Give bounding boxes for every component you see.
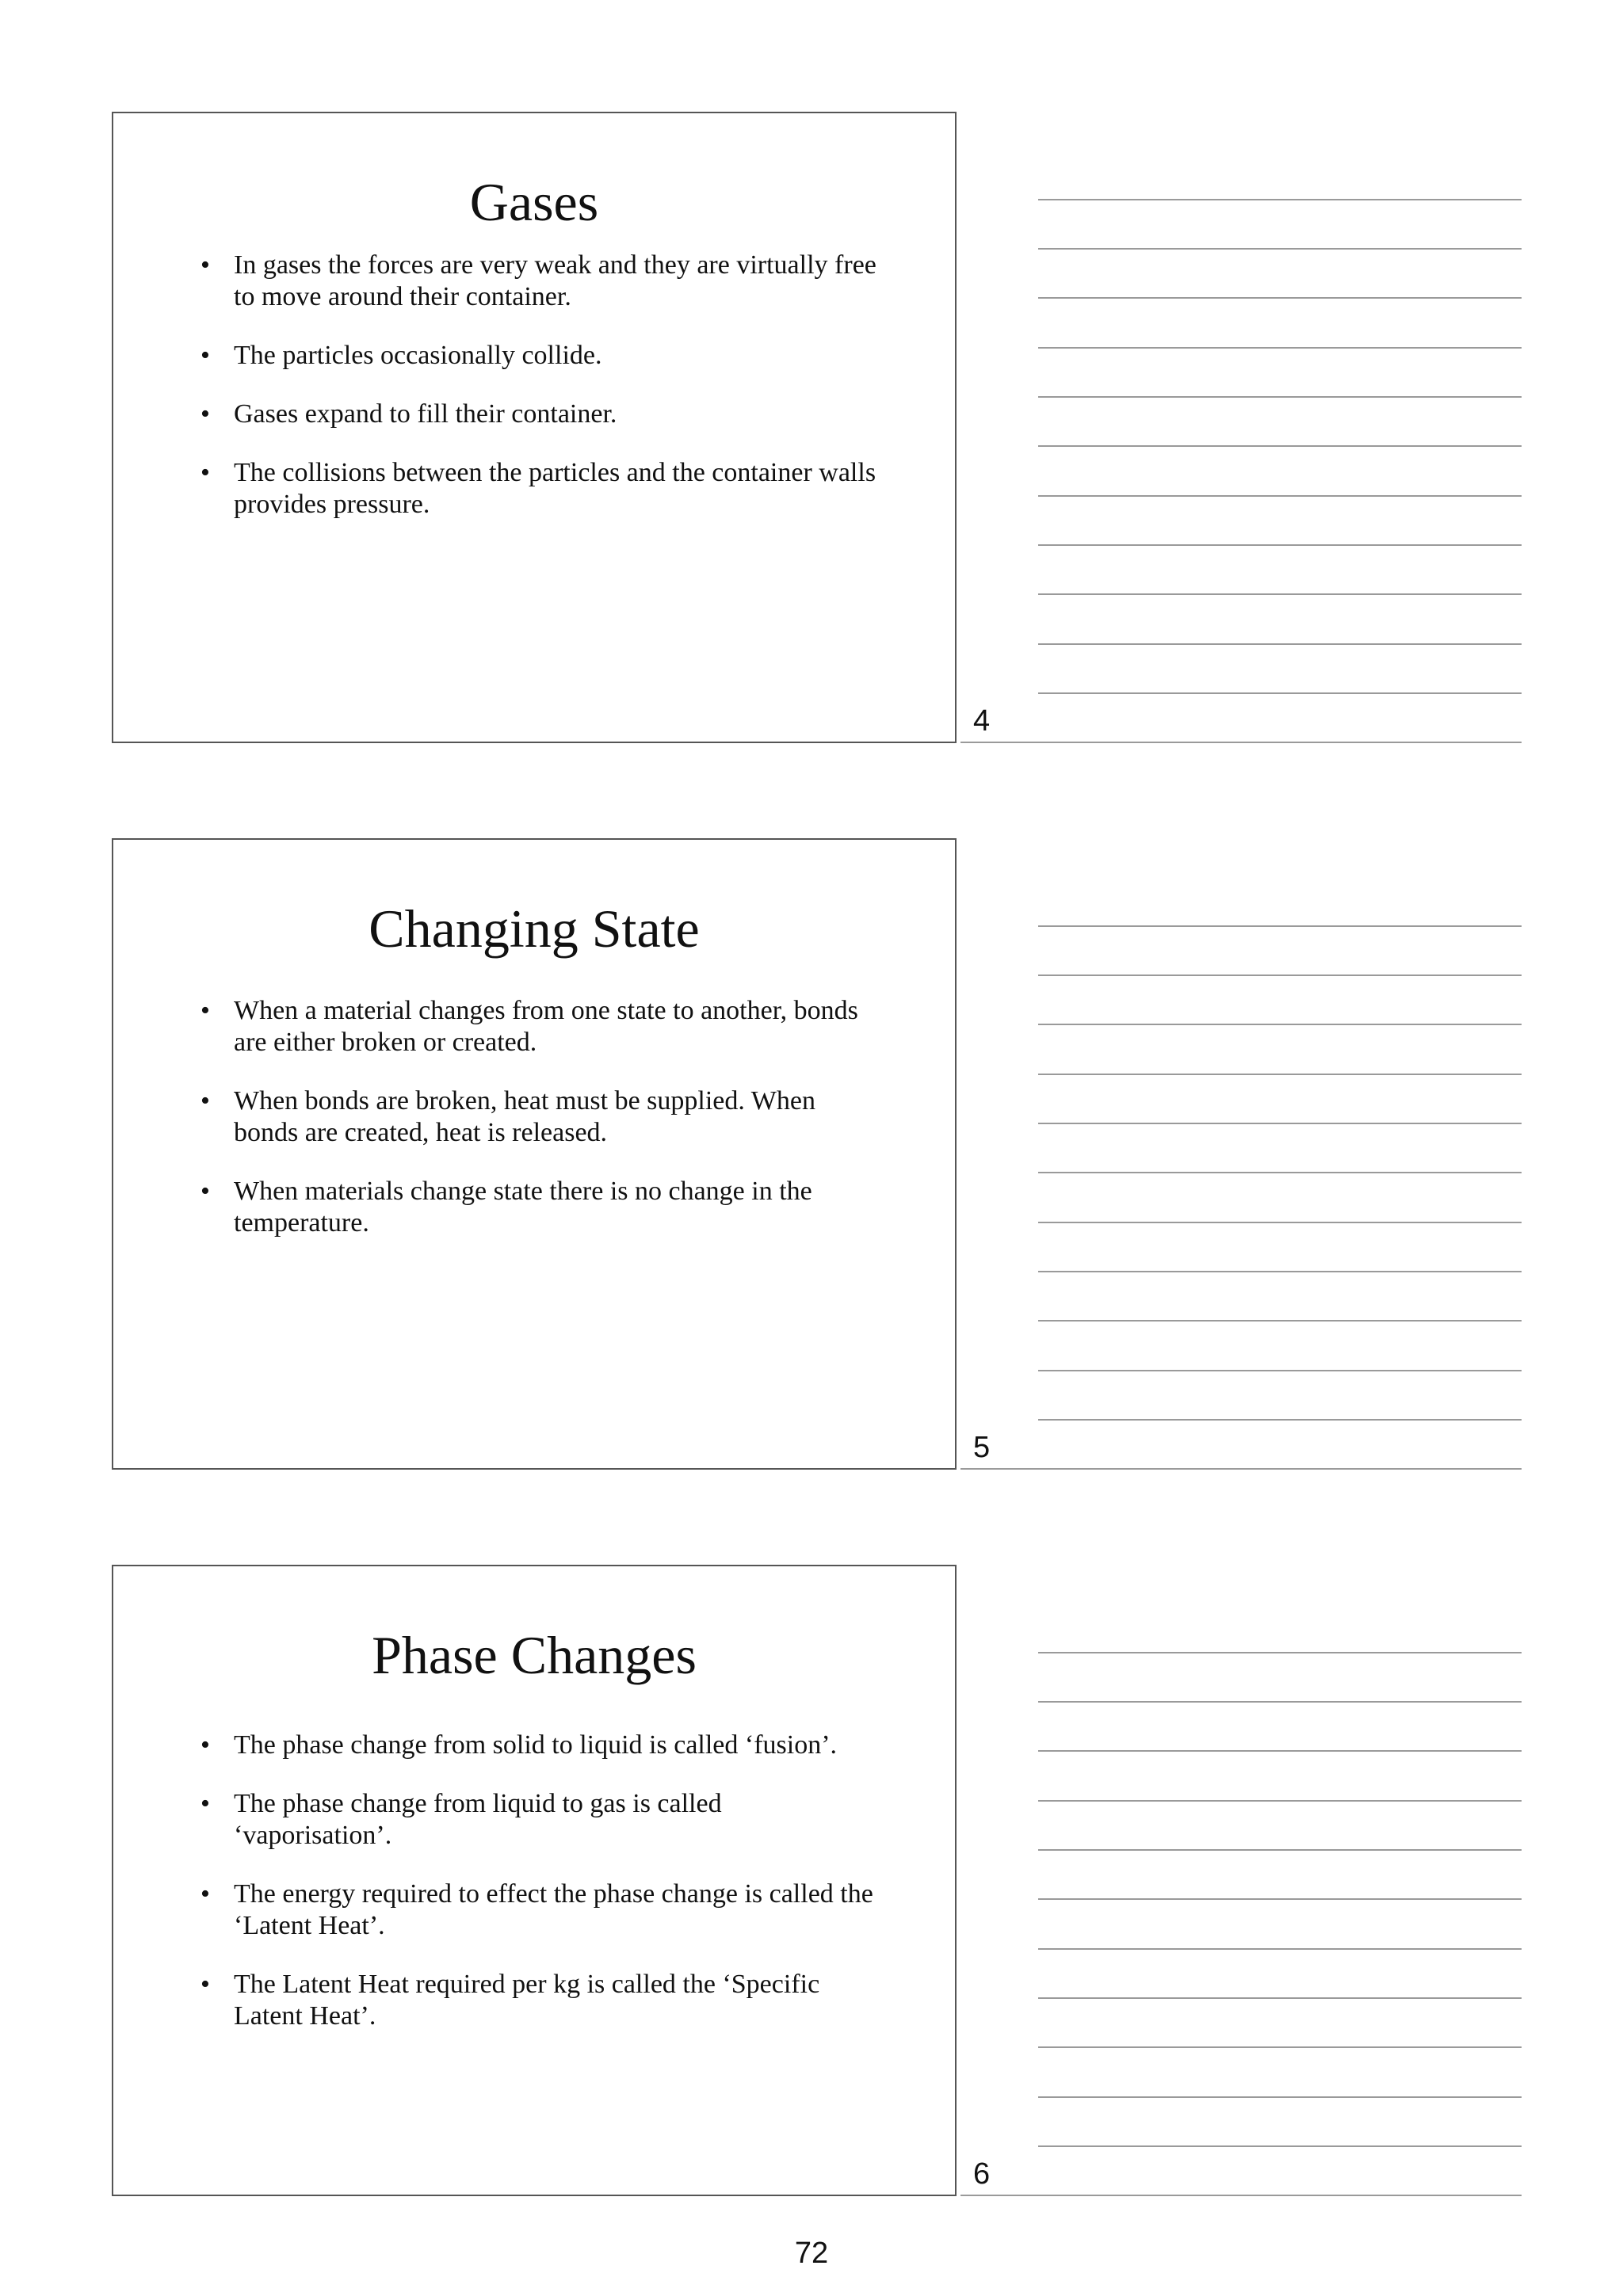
note-line bbox=[960, 1468, 1522, 1470]
page-number: 72 bbox=[794, 2237, 829, 2270]
bullet-icon: • bbox=[200, 1730, 210, 1760]
note-line bbox=[1038, 1123, 1522, 1124]
bullet-text: When bonds are broken, heat must be supplied. When bonds are created, heat is released. bbox=[234, 1086, 815, 1147]
note-line bbox=[1038, 1370, 1522, 1371]
slide-number: 6 bbox=[973, 2157, 991, 2191]
slide-4 bbox=[112, 112, 957, 743]
bullet-icon: • bbox=[200, 250, 210, 280]
slide-title: Phase Changes bbox=[372, 1625, 697, 1685]
note-line bbox=[1038, 1419, 1522, 1421]
notes-area bbox=[960, 838, 1522, 1470]
slide-6 bbox=[112, 1565, 957, 2196]
bullet-text: In gases the forces are very weak and they are virtually free to move around their container. bbox=[234, 250, 876, 311]
bullet-text: Gases expand to fill their container. bbox=[234, 399, 617, 429]
note-line bbox=[1038, 1024, 1522, 1025]
bullet-text: The Latent Heat required per kg is called the ‘Specific Latent Heat’. bbox=[234, 1970, 820, 2031]
slide-number: 4 bbox=[973, 704, 991, 738]
bullet-icon: • bbox=[200, 996, 210, 1025]
slide-number: 5 bbox=[973, 1431, 991, 1464]
bullet-icon: • bbox=[200, 1789, 210, 1818]
note-line bbox=[1038, 593, 1522, 595]
bullet-text: The collisions between the particles and the container walls provides pressure. bbox=[234, 458, 876, 519]
note-line bbox=[1038, 1222, 1522, 1223]
note-line bbox=[1038, 1750, 1522, 1752]
bullet-item bbox=[200, 340, 882, 372]
slide-title: Gases bbox=[469, 172, 599, 232]
note-line bbox=[1038, 2096, 1522, 2098]
note-line bbox=[1038, 1701, 1522, 1703]
note-line bbox=[1038, 1997, 1522, 1999]
bullet-icon: • bbox=[200, 1879, 210, 1909]
bullet-icon: • bbox=[200, 458, 210, 487]
bullet-icon: • bbox=[200, 341, 210, 370]
note-line bbox=[1038, 1948, 1522, 1950]
note-line bbox=[1038, 974, 1522, 976]
bullet-item bbox=[200, 1176, 882, 1239]
notes-area bbox=[960, 112, 1522, 743]
bullet-item bbox=[200, 457, 882, 521]
bullet-text: The phase change from solid to liquid is called ‘fusion’. bbox=[234, 1730, 838, 1760]
bullet-item bbox=[200, 1878, 882, 1942]
note-line bbox=[1038, 1800, 1522, 1802]
note-line bbox=[1038, 1271, 1522, 1272]
note-line bbox=[1038, 1898, 1522, 1900]
bullet-icon: • bbox=[200, 1086, 210, 1116]
bullet-item bbox=[200, 399, 882, 430]
bullet-icon: • bbox=[200, 1970, 210, 1999]
bullet-text: The particles occasionally collide. bbox=[234, 341, 602, 370]
note-line bbox=[960, 2195, 1522, 2196]
bullet-item bbox=[200, 250, 882, 313]
notes-area bbox=[960, 1565, 1522, 2196]
note-line bbox=[1038, 297, 1522, 299]
bullet-icon: • bbox=[200, 399, 210, 429]
bullet-item bbox=[200, 1085, 882, 1149]
bullet-item bbox=[200, 1969, 882, 2032]
bullet-text: The phase change from liquid to gas is called ‘vaporisation’. bbox=[234, 1789, 722, 1850]
bullet-list bbox=[200, 1730, 882, 2059]
bullet-text: When a material changes from one state to another, bonds are either broken or created. bbox=[234, 996, 858, 1057]
note-line bbox=[1038, 1172, 1522, 1173]
note-line bbox=[1038, 2145, 1522, 2147]
note-line bbox=[1038, 445, 1522, 447]
bullet-text: When materials change state there is no change in the temperature. bbox=[234, 1177, 812, 1238]
note-line bbox=[1038, 2046, 1522, 2048]
note-line bbox=[1038, 1074, 1522, 1075]
note-line bbox=[1038, 199, 1522, 200]
bullet-item bbox=[200, 995, 882, 1058]
note-line bbox=[1038, 692, 1522, 694]
note-line bbox=[1038, 248, 1522, 250]
slide-title: Changing State bbox=[369, 898, 700, 959]
note-line bbox=[1038, 544, 1522, 546]
note-line bbox=[1038, 1652, 1522, 1653]
note-line bbox=[1038, 925, 1522, 927]
bullet-text: The energy required to effect the phase change is called the ‘Latent Heat’. bbox=[234, 1879, 873, 1940]
slide-5 bbox=[112, 838, 957, 1470]
note-line bbox=[960, 742, 1522, 743]
note-line bbox=[1038, 1320, 1522, 1322]
note-line bbox=[1038, 396, 1522, 398]
note-line bbox=[1038, 643, 1522, 645]
bullet-icon: • bbox=[200, 1177, 210, 1206]
note-line bbox=[1038, 495, 1522, 497]
bullet-item bbox=[200, 1730, 882, 1761]
note-line bbox=[1038, 347, 1522, 349]
bullet-list bbox=[200, 995, 882, 1266]
bullet-item bbox=[200, 1788, 882, 1852]
note-line bbox=[1038, 1849, 1522, 1851]
bullet-list bbox=[200, 250, 882, 547]
